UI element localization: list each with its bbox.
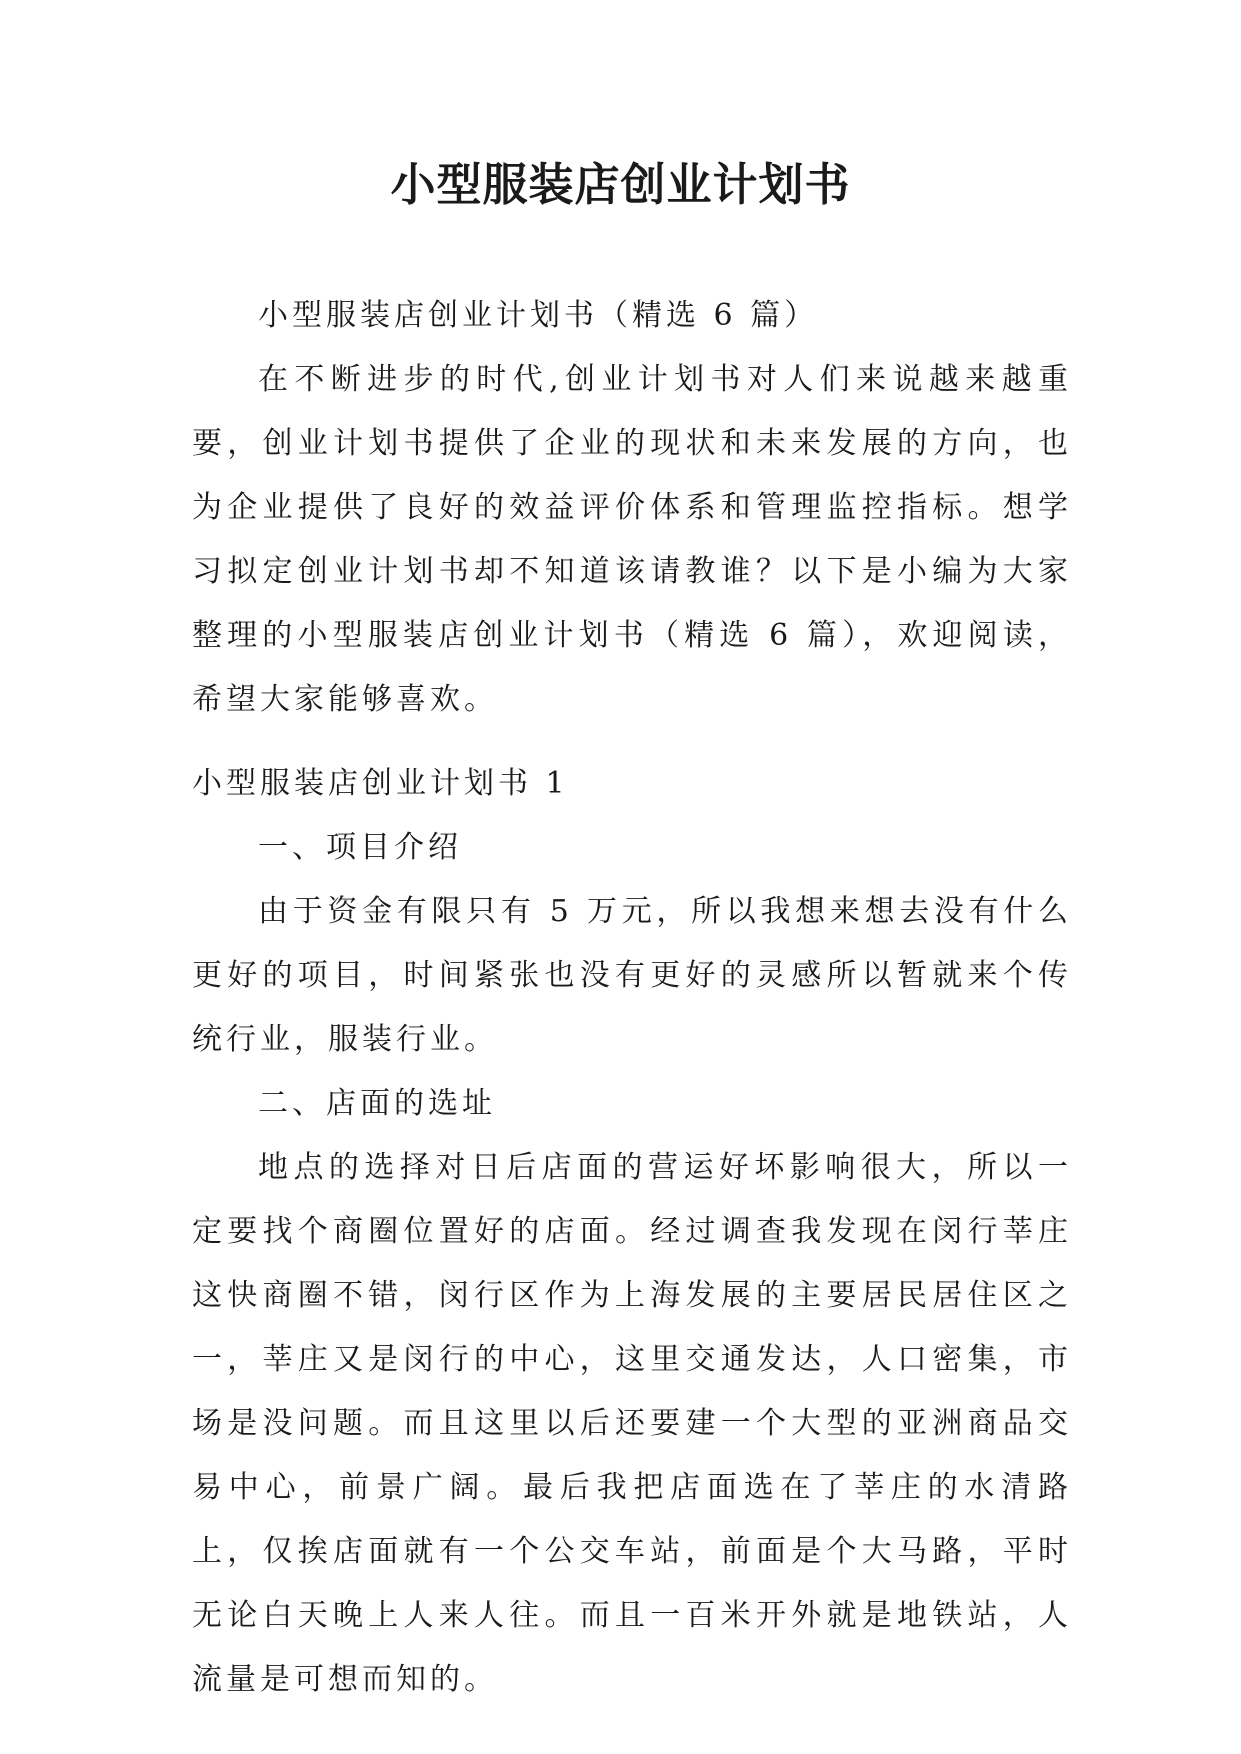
part-heading-project-intro: 一、项目介绍	[258, 830, 462, 865]
document-title: 小型服装店创业计划书	[390, 158, 851, 211]
paragraph-project-intro: 由于资金有限只有 5 万元，所以我想来想去没有什么更好的项目，时间紧张也没有更好的灵感所以暂就来个传统行业，服装行业。	[192, 894, 1072, 1057]
paragraph-store-location: 地点的选择对日后店面的营运好坏影响很大，所以一定要找个商圈位置好的店面。经过调查我发现在闵行莘庄这快商圈不错，闵行区作为上海发展的主要居民居住区之一，莘庄又是闵行的中心，这里交通发达，人口密集，市场是没问题。而且这里以后还要建一个大型的亚洲商品交易中心，前景广阔。最后我把店面选在了莘庄的水清路上，仅挨店面就有一个公交车站，前面是个大马路，平时无论白天晚上人来人往。而且一百米开外就是地铁站，人流量是可想而知的。	[192, 1150, 1072, 1697]
section-1	[192, 752, 1072, 1712]
intro-subtitle: 小型服装店创业计划书（精选 6 篇）	[258, 298, 819, 333]
intro-paragraph: 在不断进步的时代,创业计划书对人们来说越来越重要，创业计划书提供了企业的现状和未来发展的方向，也为企业提供了良好的效益评价体系和管理监控指标。想学习拟定创业计划书却不知道该请教谁？以下是小编为大家整理的小型服装店创业计划书（精选 6 篇），欢迎阅读，希望大家能够喜欢。	[192, 362, 1072, 717]
section-heading: 小型服装店创业计划书 1	[192, 766, 569, 801]
part-heading-store-location: 二、店面的选址	[258, 1086, 496, 1121]
intro-block	[192, 284, 1072, 732]
